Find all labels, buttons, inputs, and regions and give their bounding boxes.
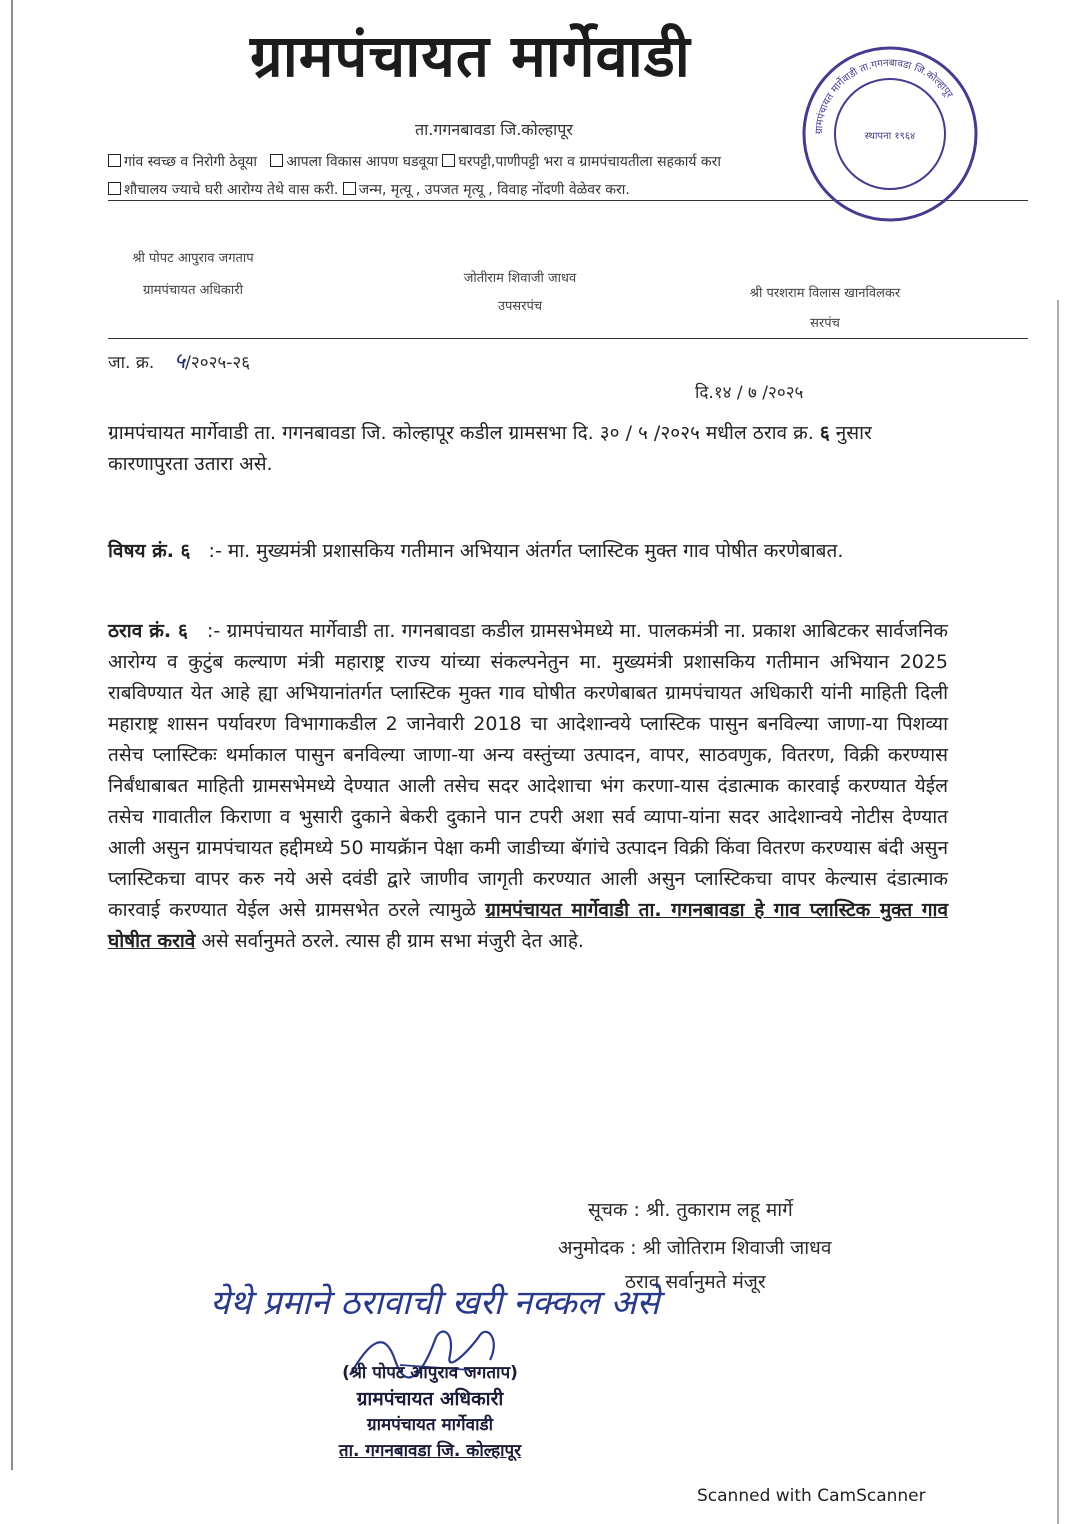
subject-section — [108, 536, 948, 567]
resolution-label: ठराव क्रं. ६ — [108, 620, 188, 642]
subject-text: :- मा. मुख्यमंत्री प्रशासकिय गतीमान अभियान अंतर्गत प्लास्टिक मुक्त गाव पोषीत करणेबाबत. — [208, 540, 844, 562]
checkbox-icon — [108, 182, 121, 195]
signer-office: ग्रामपंचायत मार्गेवाडी — [367, 1415, 493, 1435]
letterhead-address: ता.गगनबावडा जि.कोल्हापूर — [415, 120, 573, 139]
header-rule-bottom — [108, 338, 1028, 339]
slogan-item: घरपट्टी,पाणीपट्टी भरा व ग्रामपंचायतीला सहकार्य करा — [442, 154, 721, 170]
slogan-item: गांव स्वच्छ व निरोगी ठेवूया — [108, 154, 257, 170]
seconder-line: अनुमोदक : श्री जोतिराम शिवाजी जाधव — [558, 1237, 832, 1259]
resolution-text: :- ग्रामपंचायत मार्गेवाडी ता. गगनबावडा कडील ग्रामसभेमध्ये मा. पालकमंत्री ना. प्रकाश आबिटकर सार्वजनिक आरोग्य व कुटुंब कल्याण मंत्री महाराष्ट्र राज्य यांच्या संकल्पनेतुन मा. मुख्यमंत्री प्रशासकिय गतीमान अभियान 2025 राबविण्यात येत आहे ह्या अभियानांतर्गत प्लास्टिक मुक्त गाव घोषीत करणेबाबत ग्रामपंचायत अधिकारी यांनी माहिती दिली महाराष्ट्र शासन पर्यावरण विभागाकडील 2 जानेवारी 2018 चा आदेशान्वये प्लास्टिक पासुन बनविल्या जाणा-या पिशव्या तसेच प्लास्टिकः थर्माकाल पासुन बनविल्या जाणा-या अन्य वस्तुंच्या उत्पादन, वापर, साठवणुक, वितरण, विक्री करण्यास निर्बंधाबाबत माहिती ग्रामसभेमध्ये देण्यात आली तसेच सदर आदेशाचा भंग करणा-यास दंडात्माक कारवाई करण्यात येईल तसेच गावातील किराणा व भुसारी दुकाने बेकरी दुकाने पान टपरी अशा सर्व व्यापा-यांना सदर आदेशान्वये नोटीस देण्यात आली असुन ग्रामपंचायत हद्दीमध्ये 50 मायक्रॅान पेक्षा कमी जाडीच्या बॅगांचे उत्पादन विक्री किंवा वितरण करण्यास बंदी असुन प्लास्टिकचा वापर करु नये असे दवंडी द्वारे जाणीव जागृती करण्यात आली असुन प्लास्टिकचा वापर केल्यास दंडात्माक कारवाई करण्यात येईल असे ग्रामसभेत ठरले त्यामुळे — [108, 620, 948, 921]
slogan-item: शौचालय ज्याचे घरी आरोग्य तेथे वास करी. — [108, 182, 338, 198]
slogan-item: आपला विकास आपण घडवूया — [270, 154, 438, 170]
checkbox-icon — [270, 154, 283, 167]
signer-place: ता. गगनबावडा जि. कोल्हापूर — [338, 1441, 522, 1461]
seal-inner-text: स्थापना १९६४ — [864, 131, 916, 142]
official-sarpanch: श्री परशराम विलास खानविलकर सरपंच — [749, 286, 901, 331]
approval-line: ठराव सर्वानुमते मंजूर — [625, 1271, 766, 1293]
official-upsarpanch: जोतीराम शिवाजी जाधव उपसरपंच — [463, 271, 577, 314]
resolution-emphasis: ग्रामपंचायत मार्गेवाडी ता. गगनबावडा हे गाव प्लास्टिक मुक्त गाव घोषीत करावे — [108, 899, 949, 952]
letter-date: दि.१४ / ७ /२०२५ — [695, 383, 804, 403]
checkbox-icon — [343, 182, 356, 195]
resolution-section — [108, 616, 948, 957]
reference-number: जा. क्र. ५/२०२५-२६ — [108, 349, 251, 374]
proposer-line: सूचक : श्री. तुकाराम लहू मार्गे — [588, 1199, 793, 1221]
official-seal — [800, 44, 980, 224]
handwritten-certification: येथे प्रमाने ठरावाची खरी नक्कल असे — [210, 1283, 660, 1323]
seal-outer-text: ग्रामपंचायत मार्गेवाडी ता.गगनबावडा जि.कोल्हापूर — [813, 57, 955, 135]
resolution-text-end: असे सर्वानुमते ठरले. त्यास ही ग्राम सभा मंजुरी देत आहे. — [201, 930, 584, 952]
signer-name: (श्री पोपट आपुराव जगताप) — [342, 1363, 518, 1383]
camscanner-watermark: Scanned with CamScanner — [697, 1486, 926, 1506]
intro-paragraph: ग्रामपंचायत मार्गेवाडी ता. गगनबावडा जि. कोल्हापूर कडील ग्रामसभा दि. ३० / ५ /२०२५ मधील ठराव क्र. ६ नुसार कारणापुरता उतारा असे. — [108, 422, 872, 475]
subject-label: विषय क्रं. ६ — [108, 540, 191, 562]
checkbox-icon — [108, 154, 121, 167]
slogan-item: जन्म, मृत्यू , उपजत मृत्यू , विवाह नोंदणी वेळेवर करा. — [343, 182, 630, 198]
signer-block — [295, 1360, 565, 1464]
checkbox-icon — [442, 154, 455, 167]
letterhead-title: ग्रामपंचायत मार्गेवाडी — [250, 22, 691, 90]
official-gram-adhikari: श्री पोपट आपुराव जगताप ग्रामपंचायत अधिकारी — [132, 251, 254, 298]
signer-role: ग्रामपंचायत अधिकारी — [356, 1388, 504, 1410]
